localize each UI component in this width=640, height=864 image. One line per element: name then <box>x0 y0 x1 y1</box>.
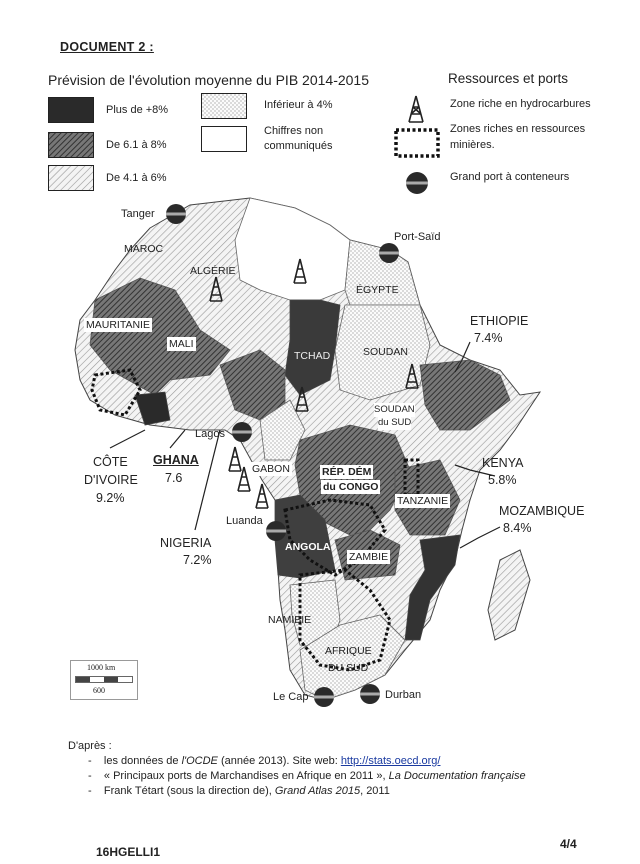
legend-label-6-8: De 6.1 à 8% <box>106 139 167 151</box>
scale-top-label: 1000 km <box>87 663 116 672</box>
callout-nigeria-value: 7.2% <box>183 553 212 567</box>
sources-intro: D'après : <box>68 740 112 752</box>
country-label-rdc-2: du CONGO <box>323 481 379 493</box>
country-label-egypte: ÉGYPTE <box>356 284 399 296</box>
country-label-soudan: SOUDAN <box>363 346 408 358</box>
country-label-afrique-sud-2: DU SUD <box>328 662 369 674</box>
callout-ghana-name: GHANA <box>153 453 199 467</box>
sources-item-3: - Frank Tétart (sous la direction de), Grand Atlas 2015, 2011 <box>88 785 390 797</box>
port-icon <box>230 421 254 443</box>
region-madagascar <box>488 550 530 640</box>
oil-derrick-icon <box>252 482 272 510</box>
resources-title: Ressources et ports <box>448 71 569 86</box>
port-icon <box>358 683 382 705</box>
country-label-mali: MALI <box>169 338 194 350</box>
country-label-rdc-1: RÉP. DÉM <box>322 466 372 478</box>
scale-ruler <box>75 676 133 683</box>
country-label-gabon: GABON <box>252 463 290 475</box>
callout-cote-value: 9.2% <box>96 491 125 505</box>
callout-kenya-value: 5.8% <box>488 473 517 487</box>
callout-ethiopie-name: ETHIOPIE <box>470 314 529 328</box>
document-title: DOCUMENT 2 : <box>60 40 154 54</box>
country-label-maroc: MAROC <box>124 243 164 255</box>
port-label-luanda: Luanda <box>226 515 263 527</box>
callout-cote-line2: D'IVOIRE <box>84 473 138 487</box>
legend-label-4-6: De 4.1 à 6% <box>106 172 167 184</box>
legend-label-mining-2: minières. <box>450 139 495 151</box>
oecd-link[interactable]: http://stats.oecd.org/ <box>340 755 441 767</box>
legend-label-under-4: Inférieur à 4% <box>264 99 333 111</box>
country-label-zambie: ZAMBIE <box>349 551 389 563</box>
port-icon <box>264 520 288 542</box>
country-label-namibie: NAMIBIE <box>268 614 312 626</box>
legend-label-not-reported-2: communiqués <box>264 140 333 152</box>
callout-mozambique-name: MOZAMBIQUE <box>499 504 585 518</box>
legend-title: Prévision de l'évolution moyenne du PIB 2014-2015 <box>48 72 369 88</box>
oil-derrick-icon <box>292 385 312 413</box>
legend-label-port: Grand port à conteneurs <box>450 171 570 183</box>
scale-bar <box>70 660 138 700</box>
sources-item-1: - les données de l'OCDE (année 2013). Site web: http://stats.oecd.org/ <box>88 755 441 767</box>
port-label-port-said: Port-Saïd <box>394 231 441 243</box>
oil-derrick-icon <box>402 362 422 390</box>
port-label-lagos: Lagos <box>195 428 225 440</box>
port-label-tanger: Tanger <box>121 208 155 220</box>
country-label-tchad: TCHAD <box>294 350 331 362</box>
country-label-afrique-sud-1: AFRIQUE <box>325 645 372 657</box>
port-icon <box>312 686 336 708</box>
legend-label-mining-1: Zones riches en ressources <box>450 123 586 135</box>
country-label-algerie: ALGÉRIE <box>190 265 236 277</box>
country-label-soudan-sud-1: SOUDAN <box>374 404 415 415</box>
callout-ethiopie-value: 7.4% <box>474 331 503 345</box>
legend-label-over-8: Plus de +8% <box>106 104 169 116</box>
callout-mozambique-value: 8.4% <box>503 521 532 535</box>
country-label-angola: ANGOLA <box>285 541 331 553</box>
scale-bottom-label: 600 <box>93 686 105 695</box>
port-icon <box>164 203 188 225</box>
callout-ghana-value: 7.6 <box>165 471 183 485</box>
callout-cote-line1: CÔTE <box>93 455 128 469</box>
callout-nigeria-name: NIGERIA <box>160 536 212 550</box>
country-label-tanzanie: TANZANIE <box>397 495 449 507</box>
legend-label-not-reported-1: Chiffres non <box>264 125 324 137</box>
callout-kenya-name: KENYA <box>482 456 524 470</box>
port-label-durban: Durban <box>385 689 422 701</box>
document-code: 16HGELLI1 <box>96 845 161 859</box>
port-label-le-cap: Le Cap <box>273 691 309 703</box>
page-number: 4/4 <box>560 837 577 851</box>
oil-derrick-icon <box>290 257 310 285</box>
sources-item-2: - « Principaux ports de Marchandises en Afrique en 2011 », La Documentation française <box>88 770 526 782</box>
oil-derrick-icon <box>206 275 226 303</box>
country-label-mauritanie: MAURITANIE <box>86 319 150 331</box>
country-label-soudan-sud-2: du SUD <box>378 417 412 428</box>
port-icon <box>377 242 401 264</box>
legend-label-hydrocarbons: Zone riche en hydrocarbures <box>450 98 591 110</box>
